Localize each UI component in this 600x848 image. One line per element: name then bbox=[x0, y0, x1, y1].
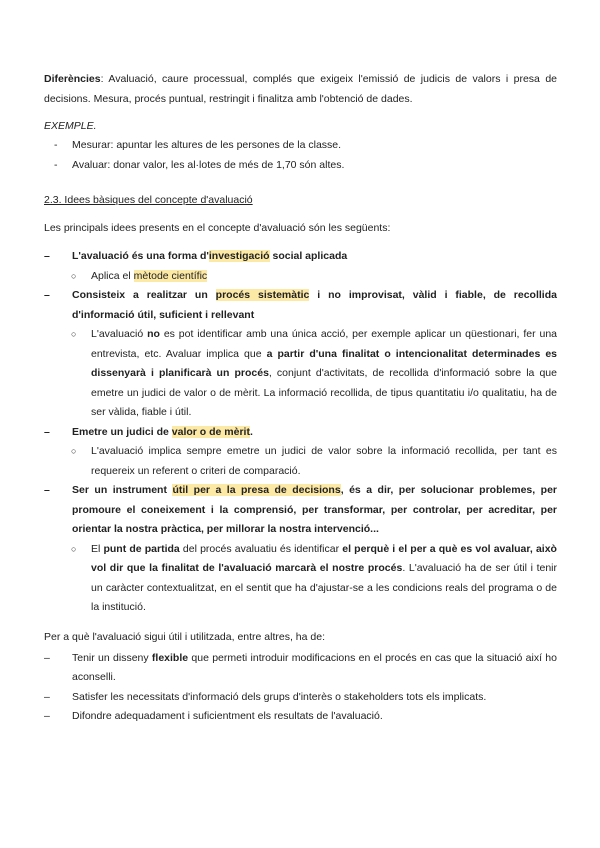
em-dash-marker: – bbox=[44, 690, 50, 703]
idea3-highlight: valor o de mèrit bbox=[171, 425, 250, 438]
idea2-sub-b: es pot identificar amb una única acció, per exemple aplicar un qüestionari, fer una entrevista, etc. Avaluar implica que bbox=[91, 328, 557, 360]
em-dash-marker: – bbox=[44, 289, 50, 301]
idea4-sub-bold-2: el perquè i el per a què es vol avaluar, això vol dir que la finalitat de l'avaluació marcarà el nostre procés bbox=[91, 542, 557, 574]
idea4-sub-c: . L'avaluació ha de ser útil i tenir un caràcter contextualitzat, en el sentit que ha d'ajustar-se a les condicions reals del programa o de la institució. bbox=[91, 562, 557, 613]
idea1-subitem bbox=[44, 267, 557, 287]
idea2-highlight: procés sistemàtic bbox=[215, 289, 310, 301]
final-item1-a: Tenir un disseny bbox=[72, 651, 152, 664]
diferencies-paragraph bbox=[44, 69, 557, 109]
section-heading: 2.3. Idees bàsiques del concepte d'avaluació bbox=[44, 194, 253, 206]
circle-marker: ○ bbox=[71, 446, 77, 456]
section-intro: Les principals idees presents en el concepte d'avaluació són les següents: bbox=[44, 222, 391, 234]
idea4-sub-b: del procés avaluatiu és identificar bbox=[179, 542, 343, 555]
final-list bbox=[44, 649, 557, 727]
idea3-text-a: Emetre un judici de bbox=[72, 425, 172, 438]
idea3-sub-text: L'avaluació implica sempre emetre un judici de valor sobre la informació recollida, per tant es requereix un referent o criteri de comparació. bbox=[91, 445, 557, 477]
idea-item bbox=[44, 423, 557, 443]
em-dash-marker: – bbox=[44, 651, 50, 664]
exemple-list bbox=[44, 136, 557, 175]
document-page bbox=[44, 69, 557, 727]
idea-item bbox=[44, 247, 557, 267]
idea2-text-a: Consisteix a realitzar un bbox=[72, 289, 216, 301]
em-dash-marker: – bbox=[44, 425, 50, 438]
final-intro: Per a què l'avaluació sigui útil i utilitzada, entre altres, ha de: bbox=[44, 630, 325, 643]
idea1-highlight: investigació bbox=[208, 250, 270, 262]
idea4-text-b: , és a dir, per solucionar problemes, per promoure el coneixement i la comprensió, per transformar, per controlar, per acreditar, per orientar la nostra pràctica, per millorar la nostra intervenció... bbox=[72, 484, 557, 535]
idea1-sub-text: Aplica el bbox=[91, 269, 134, 282]
idea2-subitem bbox=[44, 325, 557, 423]
idea-item bbox=[44, 286, 557, 325]
final-item1-b: que permeti introduir modificacions en el procés en cas que la situació així ho aconselli. bbox=[72, 651, 557, 683]
idea3-subitem bbox=[44, 442, 557, 481]
exemple-item: - Avaluar: donar valor, les al·lotes de més de 1,70 són altes. bbox=[44, 156, 557, 176]
ideas-list-2 bbox=[44, 286, 557, 325]
final-item1-bold: flexible bbox=[151, 651, 189, 664]
ideas-list-4 bbox=[44, 481, 557, 540]
em-dash-marker: – bbox=[44, 250, 50, 262]
ideas-list-3 bbox=[44, 423, 557, 443]
idea2-sub-bold: a partir d'una finalitat o intencionalitat determinades es dissenyarà i planificarà un procés bbox=[91, 347, 557, 379]
final-item3: Difondre adequadament i suficientment els resultats de l'avaluació. bbox=[72, 710, 383, 722]
exemple-item: - Mesurar: apuntar les altures de les persones de la classe. bbox=[44, 136, 557, 156]
em-dash-marker: – bbox=[44, 484, 50, 496]
circle-marker: ○ bbox=[71, 543, 77, 554]
final-item bbox=[44, 688, 557, 708]
final-item bbox=[44, 649, 557, 688]
idea4-highlight: útil per a la presa de decisions bbox=[172, 484, 341, 496]
circle-marker: ○ bbox=[71, 270, 77, 281]
circle-marker: ○ bbox=[71, 329, 77, 339]
idea2-sublist bbox=[44, 325, 557, 423]
ideas-list bbox=[44, 247, 557, 267]
idea-item bbox=[44, 481, 557, 540]
idea4-sub-a: El bbox=[91, 542, 104, 555]
idea4-sublist bbox=[44, 540, 557, 618]
idea3-text-b: . bbox=[249, 425, 253, 438]
idea1-sub-highlight: mètode científic bbox=[133, 269, 208, 282]
idea2-sub-a: L'avaluació bbox=[91, 328, 148, 340]
idea2-text-b: i no improvisat, vàlid i fiable, de recollida d'informació útil, suficient i rellevant bbox=[72, 289, 557, 321]
diferencies-label: Diferències bbox=[44, 73, 101, 85]
idea1-text-a: L'avaluació és una forma d' bbox=[72, 250, 209, 262]
idea2-sub-bold-no: no bbox=[147, 328, 160, 340]
idea2-sub-c: , conjunt d'activitats, de recollida d'informació sobre la que emetre un judici de valor o de mèrit. La informació recollida, de tipus quantitatiu i/o qualitatiu, ha de ser vàlida, fiable i útil. bbox=[91, 367, 557, 418]
diferencies-text: : Avaluació, caure processual, complés que exigeix l'emissió de judicis de valors i presa de decisions. Mesura, procés puntual, restringit i finalitza amb l'obtenció de dades. bbox=[44, 73, 557, 105]
final-item bbox=[44, 707, 557, 727]
em-dash-marker: – bbox=[44, 710, 50, 722]
idea4-subitem bbox=[44, 540, 557, 618]
idea1-text-b: social aplicada bbox=[269, 250, 348, 262]
idea4-text-a: Ser un instrument bbox=[72, 484, 173, 496]
idea4-sub-bold-1: punt de partida bbox=[103, 542, 180, 555]
exemple-title: EXEMPLE. bbox=[44, 120, 97, 132]
final-item2: Satisfer les necessitats d'informació dels grups d'interès o stakeholders tots els implicats. bbox=[72, 690, 487, 703]
idea3-sublist bbox=[44, 442, 557, 481]
idea1-sublist bbox=[44, 267, 557, 287]
